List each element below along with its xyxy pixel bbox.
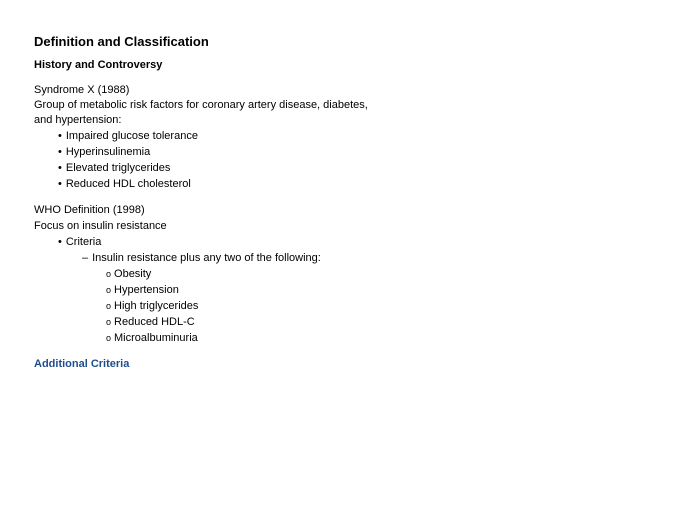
section-subtitle: History and Controversy — [34, 59, 163, 71]
bullet-marker: • — [58, 162, 62, 174]
bullet-marker: • — [58, 146, 62, 158]
list-item — [34, 298, 674, 314]
criteria-rule — [34, 250, 674, 266]
list-item — [34, 266, 674, 282]
list-item — [34, 144, 674, 160]
syndrome-x-heading: Syndrome X (1988) — [34, 84, 130, 96]
bullet-marker: • — [58, 236, 62, 248]
list-item-text: Elevated triglycerides — [65, 162, 171, 174]
list-item-text: Hyperinsulinemia — [65, 146, 151, 158]
circle-marker: o — [106, 317, 112, 327]
list-item — [34, 330, 674, 346]
circle-marker: o — [106, 285, 112, 295]
list-item-text: Impaired glucose tolerance — [65, 130, 198, 142]
list-item-text: Hypertension — [114, 284, 179, 296]
who-definition-section — [34, 202, 674, 346]
document-page — [34, 33, 674, 372]
syndrome-x-section — [34, 82, 674, 192]
list-item-text: High triglycerides — [114, 300, 199, 312]
circle-marker: o — [106, 269, 112, 279]
circle-marker: o — [106, 333, 112, 343]
list-item — [34, 314, 674, 330]
list-item — [34, 176, 674, 192]
list-item-text: Microalbuminuria — [114, 332, 198, 344]
list-item-text: Obesity — [114, 268, 152, 280]
syndrome-x-description: Group of metabolic risk factors for coronary artery disease, diabetes, and hypertension: — [34, 99, 368, 126]
criteria-label: Criteria — [65, 236, 102, 248]
bullet-marker: • — [58, 130, 62, 142]
criteria-item — [34, 234, 674, 250]
list-item-text: Reduced HDL-C — [114, 316, 195, 328]
list-item-text: Reduced HDL cholesterol — [65, 178, 191, 190]
page-title: Definition and Classification — [34, 34, 209, 49]
list-item — [34, 128, 674, 144]
additional-criteria-link[interactable]: Additional Criteria — [34, 358, 130, 370]
criteria-rule-text: Insulin resistance plus any two of the following: — [92, 252, 321, 264]
circle-marker: o — [106, 301, 112, 311]
list-item — [34, 160, 674, 176]
list-item — [34, 282, 674, 298]
dash-marker: – — [82, 252, 89, 264]
who-heading: WHO Definition (1998) — [34, 204, 145, 216]
who-focus: Focus on insulin resistance — [34, 220, 167, 232]
bullet-marker: • — [58, 178, 62, 190]
